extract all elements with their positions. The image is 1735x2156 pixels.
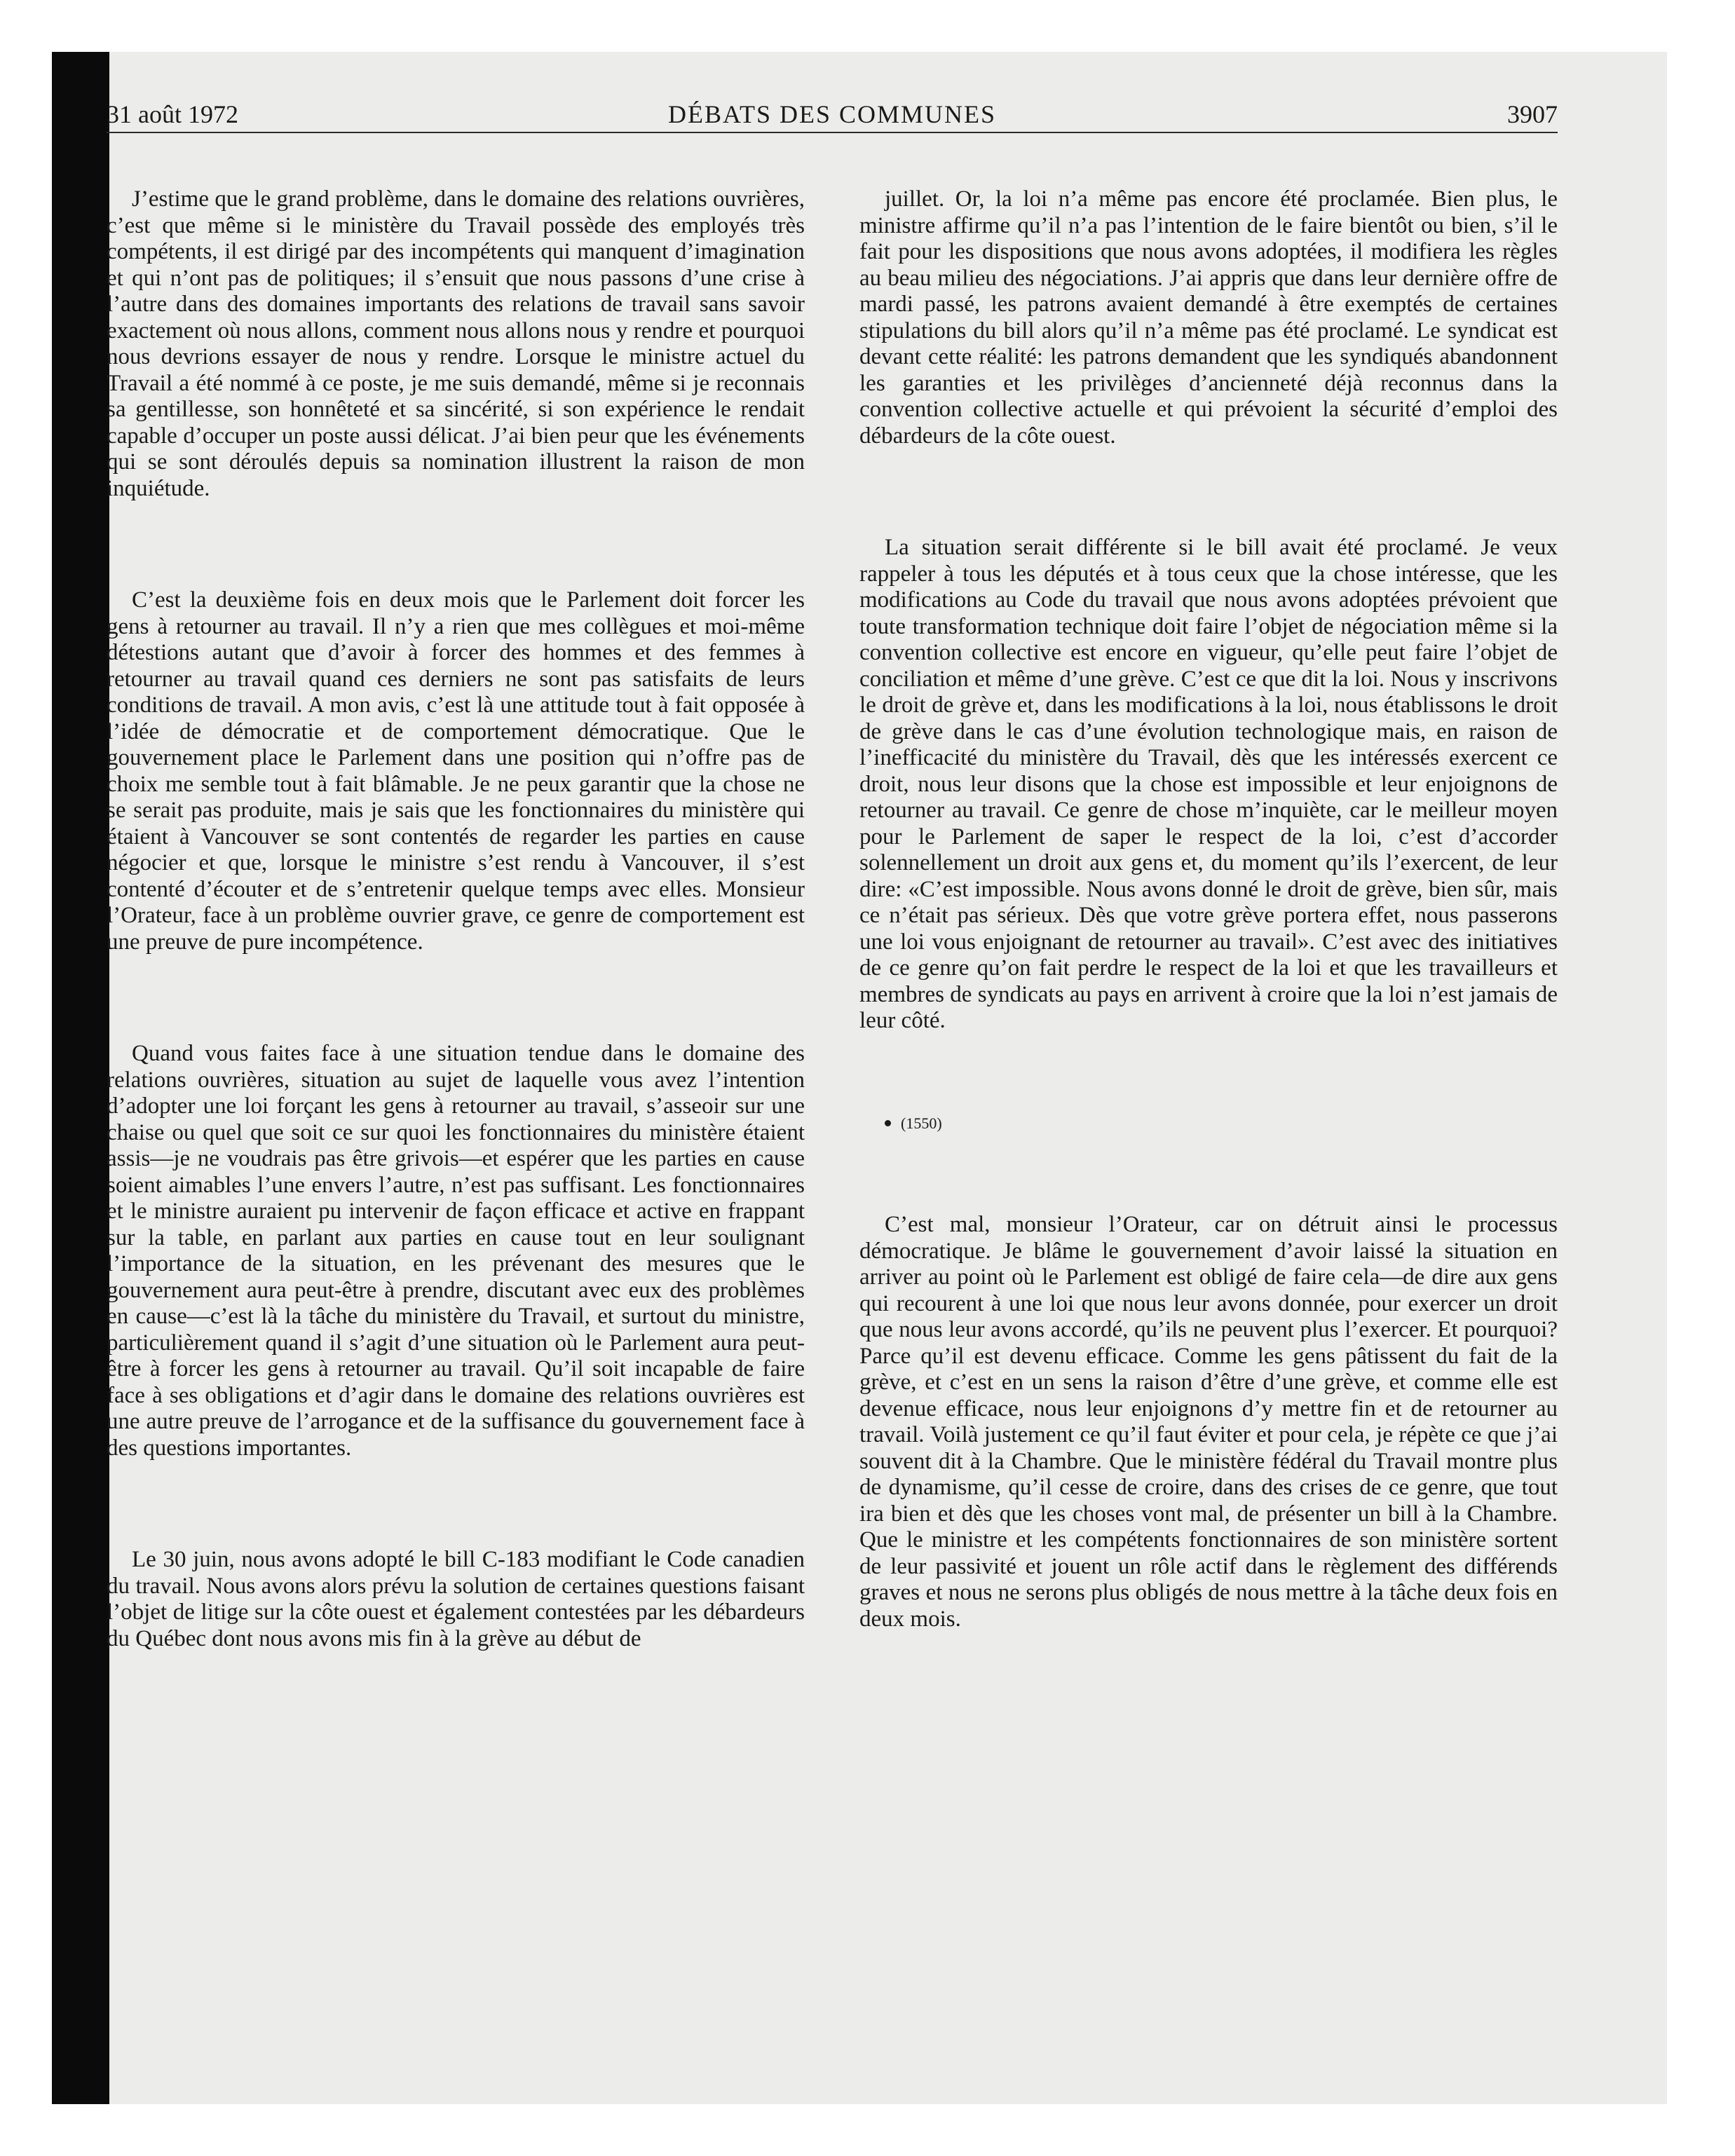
paragraph-gap xyxy=(107,1461,805,1547)
paragraph-gap xyxy=(859,1136,1558,1212)
paragraph: Quand vous faites face à une situation tendue dans le domaine des relations ouvrières, situation au sujet de laquelle vous avez l’intention d’adopter une loi forçant les gens à retourner au travail, s’asseoir sur une chaise ou quel que soit ce sur quoi les fonctionnaires du ministère étaient assis—je ne voudrais pas être grivois—et espérer que les parties en cause soient aimables l’une envers l’autre, n’est pas suffisant. Les fonctionnaires et le ministre auraient pu intervenir de façon efficace et active en frappant sur la table, en parlant aux parties en cause tout en leur soulignant l’importance de la situation, en les prévenant des mesures que le gouvernement aura peut-être à prendre, discutant avec eux des problèmes en cause—c’est là la tâche du ministère du Travail, et surtout du ministre, particulièrement quand il s’agit d’une situation où le Parlement aura peut-être à forcer les gens à retourner au travail. Qu’il soit incapable de faire face à ses obligations et d’agir dans le domaine des relations ouvrières est une autre preuve de l’arrogance et de la suffisance du gouvernement face à des questions importantes. xyxy=(107,1041,805,1461)
paragraph: Le 30 juin, nous avons adopté le bill C-183 modifiant le Code canadien du travail. Nous avons alors prévu la solution de certaines questions faisant l’objet de litige sur la côte ouest et également contestées par les débardeurs du Québec dont nous avons mis fin à la grève au début de xyxy=(107,1547,805,1651)
paragraph: C’est la deuxième fois en deux mois que le Parlement doit forcer les gens à retourner au travail. Il n’y a rien que mes collègues et moi-même détestions autant que d’avoir à forcer des hommes et des femmes à retourner au travail quand ces derniers ne sont pas satisfaits de leurs conditions de travail. A mon avis, c’est là une attitude tout à fait opposée à l’idée de démocratie et de comportement démocratique. Que le gouvernement place le Parlement dans une position qui n’offre pas de choix me semble tout à fait blâmable. Je ne peux garantir que la chose ne se serait pas produite, mais je sais que les fonctionnaires du ministère qui étaient à Vancouver se sont contentés de regarder les parties en cause négocier et que, lorsque le ministre s’est rendu à Vancouver, il s’est contenté d’écouter et de s’entretenir quelque temps avec elles. Monsieur l’Orateur, face à un problème ouvrier grave, ce genre de comportement est une preuve de pure incompétence. xyxy=(107,587,805,955)
scan-edge-shadow xyxy=(52,52,109,2104)
paragraph: juillet. Or, la loi n’a même pas encore été proclamée. Bien plus, le ministre affirme qu’il n’a pas l’intention de le faire bientôt ou bien, s’il le fait pour les dispositions que nous avons adoptées, il modifiera les règles au beau milieu des négociations. J’ai appris que dans leur dernière offre de mardi passé, les patrons avaient demandé à être exemptés de certaines stipulations du bill alors qu’il n’a même pas été proclamé. Le syndicat est devant cette réalité: les patrons demandent que les syndiqués abandonnent les garanties et les privilèges d’ancienneté déjà reconnus dans la convention collective actuelle et qui prévoient la sécurité d’emploi des débardeurs de la côte ouest. xyxy=(859,186,1558,449)
time-marker xyxy=(859,1110,1558,1137)
paragraph: J’estime que le grand problème, dans le domaine des relations ouvrières, c’est que même si le ministère du Travail possède des employés très compétents, il est dirigé par des incompétents qui manquent d’imagination et qui n’ont pas de politiques; il s’ensuit que nous passons d’une crise à l’autre dans des domaines importants des relations de travail sans savoir exactement où nous allons, comment nous allons nous y rendre et pourquoi nous devrions essayer de nous y rendre. Lorsque le ministre actuel du Travail a été nommé à ce poste, je me suis demandé, même si je reconnais sa gentillesse, son honnêteté et sa sincérité, si son expérience le rendait capable d’occuper un poste aussi délicat. J’ai bien peur que les événements qui se sont déroulés depuis sa nomination illustrent la raison de mon inquiétude. xyxy=(107,186,805,501)
left-column xyxy=(107,186,805,1652)
header-date: 31 août 1972 xyxy=(107,100,238,128)
paragraph-gap xyxy=(859,449,1558,535)
header-page-number: 3907 xyxy=(1507,100,1558,128)
header-title: DÉBATS DES COMMUNES xyxy=(667,100,997,128)
time-marker-label: (1550) xyxy=(901,1114,942,1132)
page-header xyxy=(107,95,1558,133)
paragraph-gap xyxy=(107,502,805,587)
right-column xyxy=(859,186,1558,1632)
paragraph: La situation serait différente si le bill avait été proclamé. Je veux rappeler à tous les députés et à tous ceux que la chose intéresse, que les modifications au Code du travail que nous avons adoptées prévoient que toute transformation technique doit faire l’objet de négociation même si la convention collective est encore en vigueur, qu’elle peut faire l’objet de conciliation et même d’une grève. C’est ce que dit la loi. Nous y inscrivons le droit de grève et, dans les modifications à la loi, nous établissons le droit de grève dans le cas d’une évolution technologique mais, en raison de l’inefficacité du ministère du Travail, dès que les intéressés exercent ce droit, nous leur disons que la chose est impossible et leur enjoignons de retourner au travail. Ce genre de chose m’inquiète, car le meilleur moyen pour le Parlement de saper le respect de la loi, c’est d’accorder solennellement un droit aux gens et, du moment qu’ils l’exercent, de leur dire: «C’est impossible. Nous avons donné le droit de grève, bien sûr, mais ce n’était pas sérieux. Dès que votre grève portera effet, nous passerons une loi vous enjoignant de retourner au travail». C’est avec des initiatives de ce genre qu’on fait perdre le respect de la loi et que les travailleurs et membres de syndicats au pays en arrivent à croire que la loi n’est jamais de leur côté. xyxy=(859,535,1558,1033)
paragraph-gap xyxy=(107,955,805,1041)
bullet-icon xyxy=(885,1120,891,1126)
paragraph-gap xyxy=(859,1035,1558,1110)
paragraph: C’est mal, monsieur l’Orateur, car on détruit ainsi le processus démocratique. Je blâme le gouvernement d’avoir laissé la situation en arriver au point où le Parlement est obligé de faire cela—de dire aux gens qui recourent à une loi que nous leur avons donnée, pour exercer un droit que nous leur avons accordé, qu’ils ne peuvent plus l’exercer. Et pourquoi? Parce qu’il est devenu efficace. Comme les gens pâtissent du fait de la grève, et c’est en un sens la raison d’être d’une grève, et comme elle est devenue efficace, nous leur enjoignons d’y mettre fin et de retourner au travail. Voilà justement ce qu’il faut éviter et pour cela, je répète ce que j’ai souvent dit à la Chambre. Que le ministère fédéral du Travail montre plus de dynamisme, qu’il cesse de croire, dans des crises de ce genre, que tout ira bien et dès que les choses vont mal, de présenter un bill à la Chambre. Que le ministre et les compétents fonctionnaires de son ministère sortent de leur passivité et jouent un rôle actif dans le règlement des différends graves et nous ne serons plus obligés de nous mettre à la tâche deux fois en deux mois. xyxy=(859,1212,1558,1632)
